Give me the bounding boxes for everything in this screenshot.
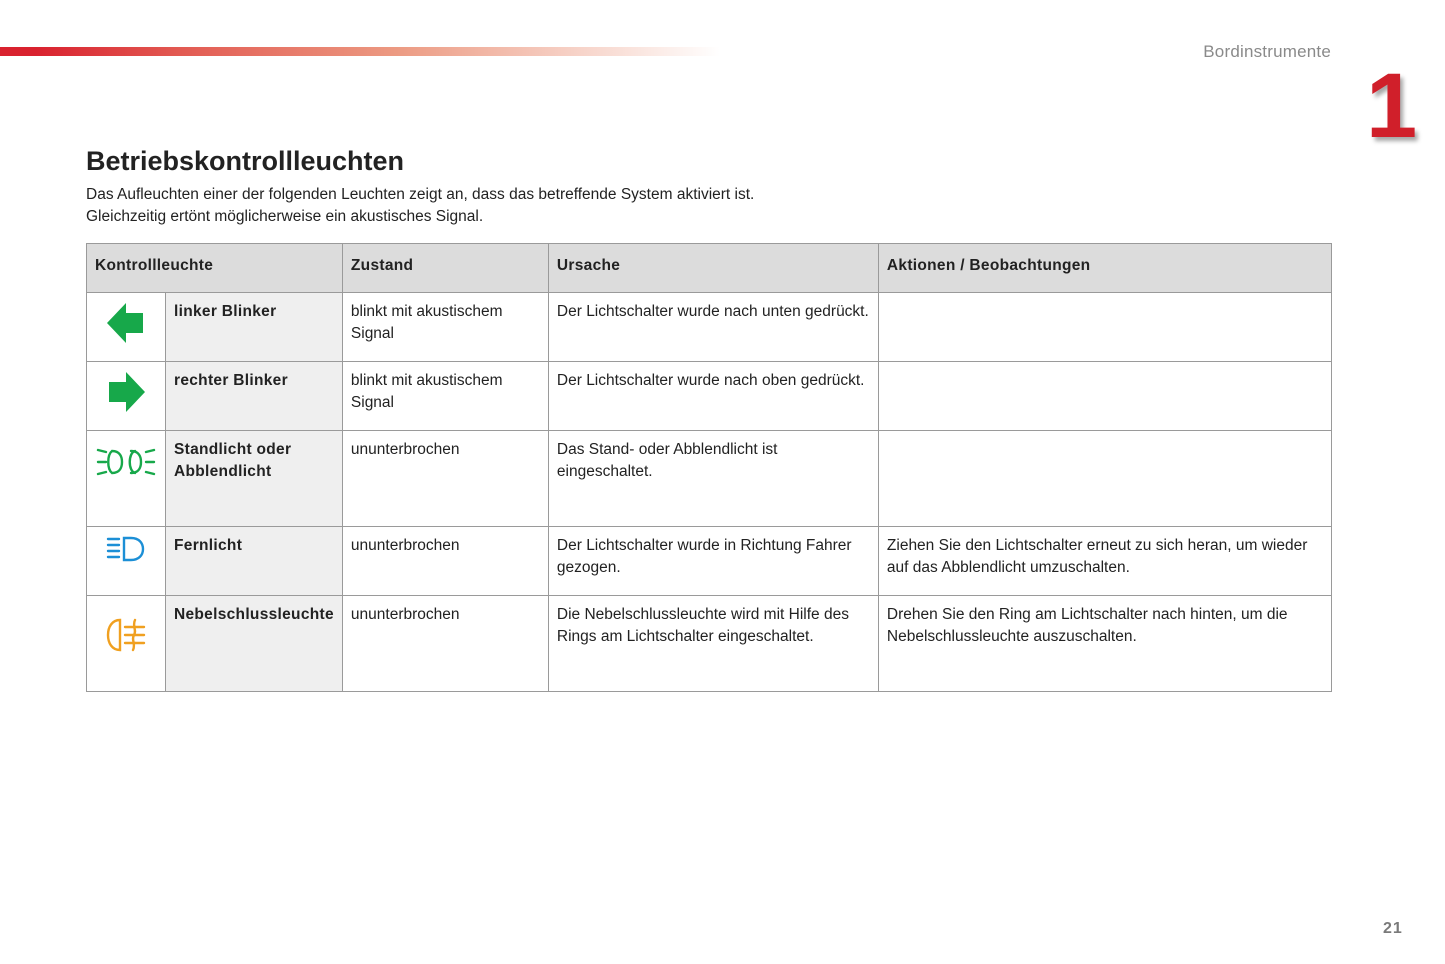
light-cause: Der Lichtschalter wurde nach unten gedrückt. [548, 293, 878, 362]
light-action: Ziehen Sie den Lichtschalter erneut zu sich heran, um wieder auf das Abblendlicht umzuschalten. [878, 527, 1331, 596]
intro-line-1: Das Aufleuchten einer der folgenden Leuchten zeigt an, dass das betreffende System aktiviert ist. [86, 186, 755, 203]
page-number: 21 [1383, 920, 1403, 937]
column-header-ursache: Ursache [548, 244, 878, 293]
light-cause: Der Lichtschalter wurde in Richtung Fahrer gezogen. [548, 527, 878, 596]
icon-cell [87, 431, 166, 527]
header-accent-bar [0, 47, 720, 56]
table-row [87, 527, 1332, 596]
light-state: ununterbrochen [342, 596, 548, 692]
table-row [87, 596, 1332, 692]
light-action [878, 431, 1331, 527]
light-action [878, 293, 1331, 362]
table-row [87, 362, 1332, 431]
high-beam-icon [105, 535, 147, 563]
light-name: Standlicht oder Abblendlicht [166, 431, 343, 527]
light-cause: Die Nebelschlussleuchte wird mit Hilfe des Rings am Lichtschalter eingeschaltet. [548, 596, 878, 692]
light-cause: Der Lichtschalter wurde nach oben gedrückt. [548, 362, 878, 431]
light-action: Drehen Sie den Ring am Lichtschalter nach hinten, um die Nebelschlussleuchte auszuschalten. [878, 596, 1331, 692]
icon-cell [87, 527, 166, 596]
light-name: Nebelschlussleuchte [166, 596, 343, 692]
light-state: blinkt mit akustischem Signal [342, 293, 548, 362]
chapter-number: 1 [1366, 55, 1418, 157]
column-header-zustand: Zustand [342, 244, 548, 293]
light-name: linker Blinker [166, 293, 343, 362]
light-state: blinkt mit akustischem Signal [342, 362, 548, 431]
intro-text [86, 184, 986, 228]
rear-fog-light-icon [104, 616, 148, 654]
light-cause: Das Stand- oder Abblendlicht ist eingeschaltet. [548, 431, 878, 527]
icon-cell [87, 293, 166, 362]
table-row [87, 431, 1332, 527]
column-header-kontrollleuchte: Kontrollleuchte [87, 244, 343, 293]
page-title: Betriebskontrollleuchten [86, 146, 405, 176]
table-row [87, 293, 1332, 362]
light-name: rechter Blinker [166, 362, 343, 431]
table-header-row [87, 244, 1332, 293]
light-name: Fernlicht [166, 527, 343, 596]
column-header-aktionen: Aktionen / Beobachtungen [878, 244, 1331, 293]
light-state: ununterbrochen [342, 527, 548, 596]
light-state: ununterbrochen [342, 431, 548, 527]
icon-cell [87, 362, 166, 431]
intro-line-2: Gleichzeitig ertönt möglicherweise ein akustisches Signal. [86, 208, 484, 225]
sidelight-lowbeam-icon [95, 445, 157, 479]
light-action [878, 362, 1331, 431]
warning-lights-table [86, 243, 1332, 692]
right-turn-arrow-icon [106, 370, 146, 414]
icon-cell [87, 596, 166, 692]
left-turn-arrow-icon [106, 301, 146, 345]
section-title: Bordinstrumente [1203, 42, 1331, 61]
